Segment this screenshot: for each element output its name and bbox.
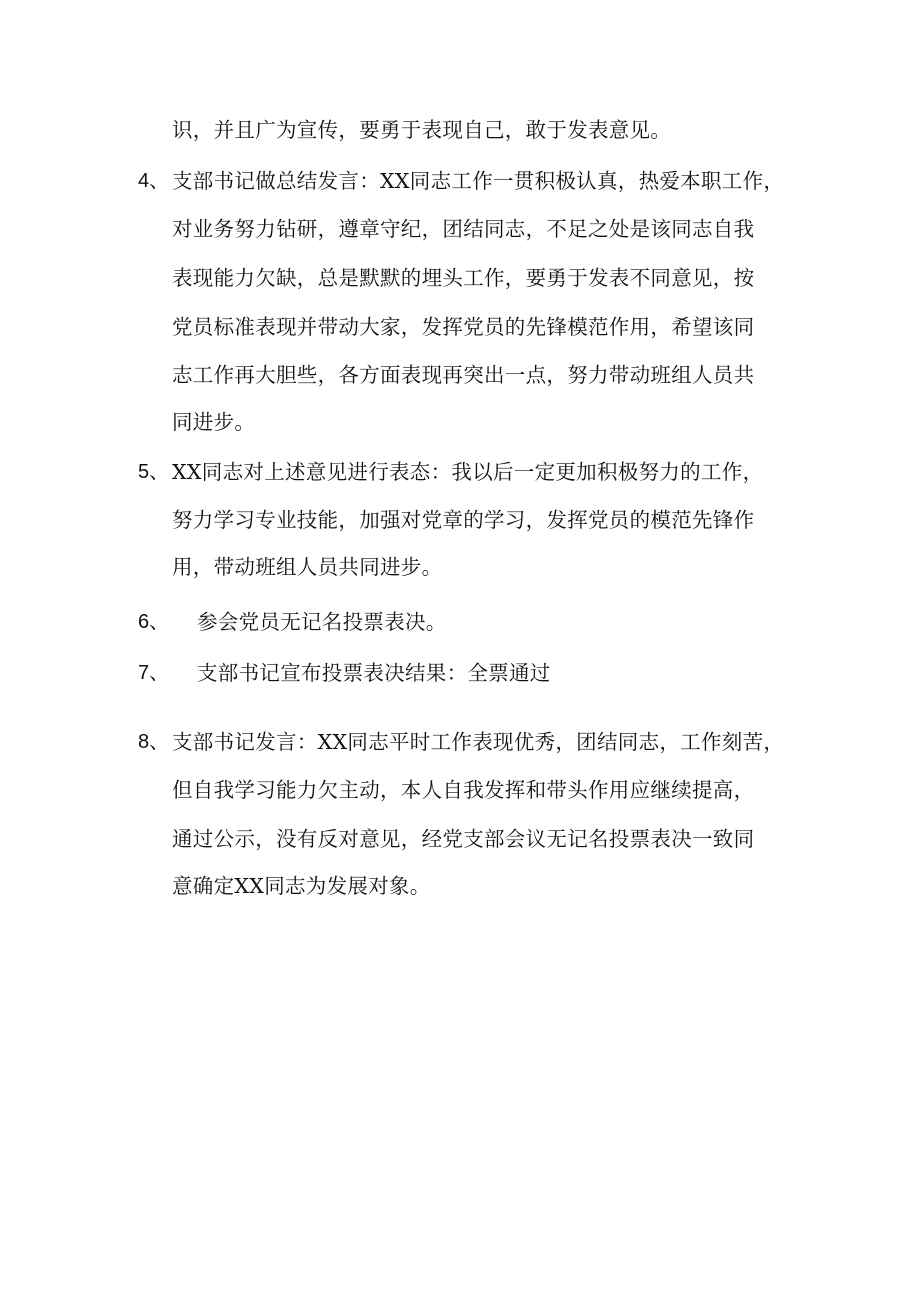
paragraph-line: 意确定XX同志为发展对象。 (172, 874, 431, 898)
paragraph-line: 用，带动班组人员共同进步。 (172, 555, 443, 579)
paragraph-line: 通过公示，没有反对意见，经党支部会议无记名投票表决一致同 (172, 827, 755, 851)
paragraph-line: 同进步。 (172, 410, 256, 434)
list-number: 7、 (138, 662, 170, 684)
paragraph-line: 对业务努力钻研，遵章守纪，团结同志，不足之处是该同志自我 (172, 217, 755, 241)
paragraph-line: 党员标准表现并带动大家，发挥党员的先锋模范作用，希望该同 (172, 315, 755, 339)
paragraph-line: 努力学习专业技能，加强对党章的学习，发挥党员的模范先锋作 (172, 508, 755, 532)
paragraph-line: 支部书记做总结发言：XX同志工作一贯积极认真，热爱本职工作， (172, 169, 785, 193)
list-number: 8、 (138, 731, 170, 753)
paragraph-line: 但自我学习能力欠主动，本人自我发挥和带头作用应继续提高， (172, 778, 755, 802)
paragraph-line: 参会党员无记名投票表决。 (197, 610, 447, 634)
paragraph-line: 识，并且广为宣传，要勇于表现自己，敢于发表意见。 (172, 118, 672, 142)
paragraph-line: 支部书记宣布投票表决结果：全票通过 (197, 661, 551, 685)
list-number: 4、 (138, 170, 170, 192)
paragraph-line: 支部书记发言：XX同志平时工作表现优秀，团结同志，工作刻苦， (172, 730, 785, 754)
list-number: 5、 (138, 461, 170, 483)
paragraph-line: 表现能力欠缺，总是默默的埋头工作，要勇于发表不同意见，按 (172, 266, 755, 290)
list-number: 6、 (138, 611, 170, 633)
paragraph-line: 志工作再大胆些，各方面表现再突出一点，努力带动班组人员共 (172, 363, 755, 387)
paragraph-line: XX同志对上述意见进行表态：我以后一定更加积极努力的工作， (172, 460, 764, 484)
